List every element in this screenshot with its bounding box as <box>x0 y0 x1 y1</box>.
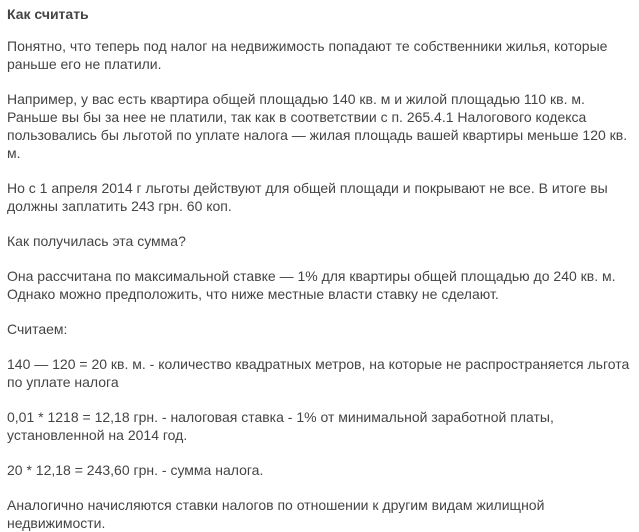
paragraph-question: Как получилась эта сумма? <box>7 233 186 249</box>
paragraph-rate: Она рассчитана по максимальной ставке — 1% для квартиры общей площадью до 240 кв. м. Однако можно предположить, что ниже местные власти ставку не сделают. <box>7 268 616 302</box>
paragraph-calc-area: 140 — 120 = 20 кв. м. - количество квадратных метров, на которые не распространяется льгота по уплате налога <box>7 356 630 390</box>
paragraph-calc-heading: Считаем: <box>7 321 68 337</box>
paragraph-example: Например, у вас есть квартира общей площадью 140 кв. м и жилой площадью 110 кв. м. Раньше вы бы за нее не платили, так как в соответствии с п. 265.4.1 Налогового кодекса пользовались бы льготой по уплате налога — жилая площадь вашей квартиры меньше 120 кв. м. <box>7 91 628 161</box>
paragraph-calc-total: 20 * 12,18 = 243,60 грн. - сумма налога. <box>7 462 264 478</box>
paragraph-new-rules: Но с 1 апреля 2014 г льготы действуют для общей площади и покрывают не все. В итоге вы должны заплатить 243 грн. 60 коп. <box>7 180 608 214</box>
article-title: Как считать <box>7 6 89 22</box>
paragraph-calc-rate: 0,01 * 1218 = 12,18 грн. - налоговая ставка - 1% от минимальной заработной платы, установленной на 2014 год. <box>7 409 554 443</box>
paragraph-intro: Понятно, что теперь под налог на недвижимость попадают те собственники жилья, которые раньше его не платили. <box>7 38 608 72</box>
paragraph-conclusion: Аналогично начисляются ставки налогов по отношении к другим видам жилищной недвижимости. <box>7 497 545 531</box>
